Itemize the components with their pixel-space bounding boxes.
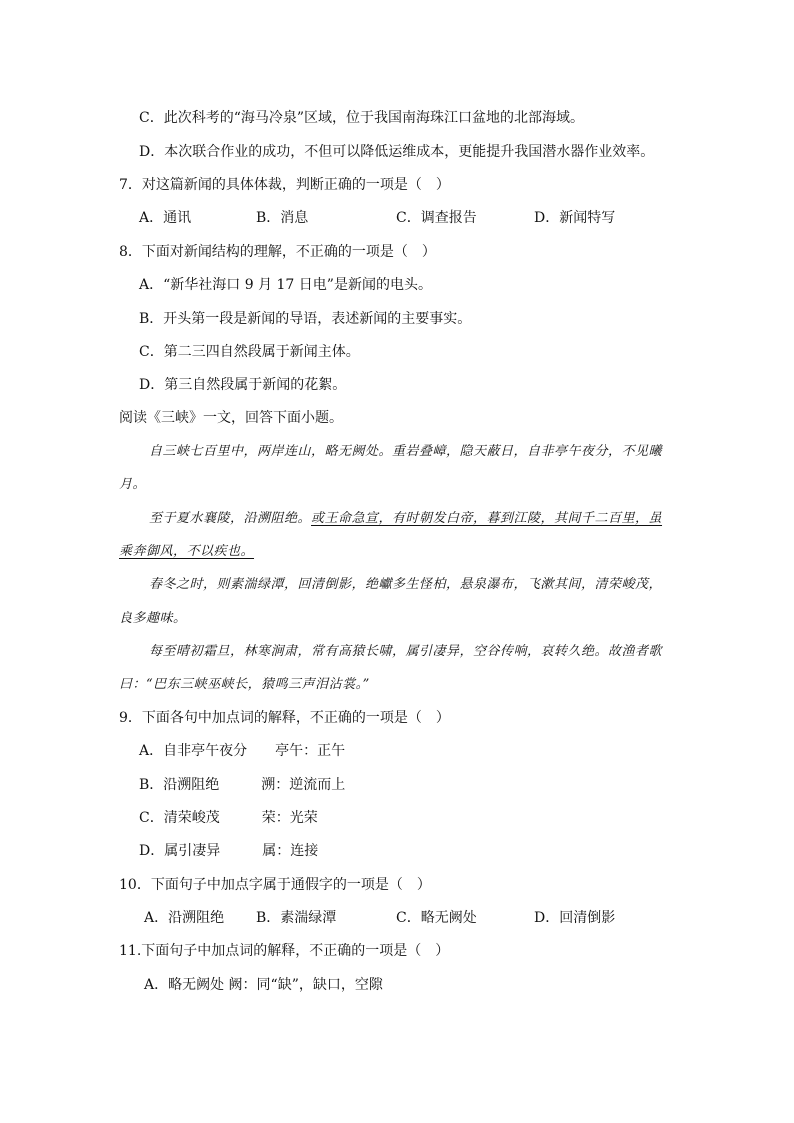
q7-option-b: B．消息 xyxy=(256,210,309,226)
passage-p2-line1 xyxy=(149,509,662,529)
q7-stem: 7．对这篇新闻的具体体裁，判断正确的一项是（ ） xyxy=(119,177,450,193)
q10-option-b: B．素湍绿潭 xyxy=(256,910,337,926)
q11-option-a: A．略无阙处 阙：同“缺”，缺口，空隙 xyxy=(144,977,383,993)
q6-option-d: D．本次联合作业的成功，不但可以降低运维成本，更能提升我国潜水器作业效率。 xyxy=(139,144,655,160)
q10-option-d: D．回清倒影 xyxy=(534,910,616,926)
q8-option-d: D．第三自然段属于新闻的花絮。 xyxy=(139,377,347,393)
q9-option-b: B．沿溯阻绝 溯：逆流而上 xyxy=(139,777,346,793)
reading-intro: 阅读《三峡》一文，回答下面小题。 xyxy=(119,410,343,426)
q7-option-d: D．新闻特写 xyxy=(534,210,616,226)
passage-p1-line1: 自三峡七百里中，两岸连山，略无阙处。重岩叠嶂，隐天蔽日，自非亭午夜分，不见曦 xyxy=(149,444,663,459)
q6-option-c: C．此次科考的“海马冷泉”区域，位于我国南海珠江口盆地的北部海域。 xyxy=(139,110,585,126)
q8-option-b: B．开头第一段是新闻的导语，表述新闻的主要事实。 xyxy=(139,311,472,327)
q10-stem: 10．下面句子中加点字属于通假字的一项是（ ） xyxy=(119,877,431,893)
q8-option-a: A．“新华社海口 9 月 17 日电”是新闻的电头。 xyxy=(139,277,432,293)
passage-p1-line2: 月。 xyxy=(119,477,147,492)
passage-p3-line2: 良多趣味。 xyxy=(119,611,187,626)
q9-option-c: C．清荣峻茂 荣：光荣 xyxy=(139,810,318,826)
passage-p2-plain: 至于夏水襄陵，沿溯阻绝。 xyxy=(149,511,312,526)
q8-stem: 8．下面对新闻结构的理解，不正确的一项是（ ） xyxy=(119,244,436,260)
q7-option-c: C．调查报告 xyxy=(396,210,477,226)
q11-stem: 11.下面句子中加点词的解释，不正确的一项是（ ） xyxy=(119,943,450,959)
q9-stem: 9．下面各句中加点词的解释，不正确的一项是（ ） xyxy=(119,710,450,726)
q10-option-c: C．略无阙处 xyxy=(396,910,477,926)
passage-p4-line1: 每至晴初霜旦，林寒涧肃，常有高猿长啸，属引凄异，空谷传响，哀转久绝。故渔者歌 xyxy=(149,644,663,659)
q7-option-a: A．通讯 xyxy=(139,210,192,226)
passage-p4-line2: 曰：“巴东三峡巫峡长，猿鸣三声泪沾裳。” xyxy=(119,677,370,692)
passage-p3-line1: 春冬之时，则素湍绿潭，回清倒影，绝巘多生怪柏，悬泉瀑布，飞漱其间，清荣峻茂， xyxy=(149,577,663,592)
q10-option-a: A．沿溯阻绝 xyxy=(144,910,225,926)
passage-p2-line2: 乘奔御风，不以疾也。 xyxy=(119,544,255,559)
q8-option-c: C．第二三四自然段属于新闻主体。 xyxy=(139,344,360,360)
passage-p2-underlined: 或王命急宣，有时朝发白帝，暮到江陵，其间千二百里，虽 xyxy=(311,511,663,526)
q9-option-d: D．属引凄异 属：连接 xyxy=(139,843,319,859)
q9-option-a: A．自非亭午夜分 亭午：正午 xyxy=(139,743,346,759)
